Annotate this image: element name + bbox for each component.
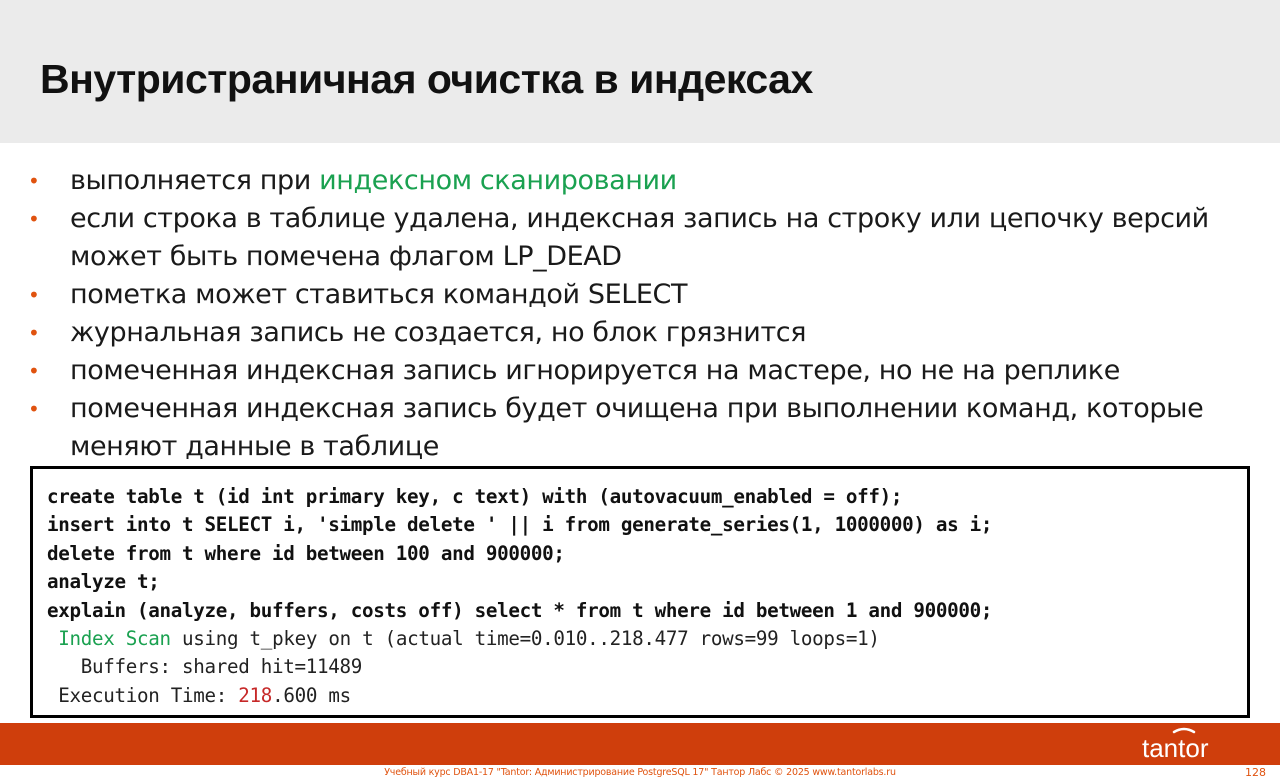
output-scan-line — [47, 627, 880, 650]
bullet-text: выполняется при — [70, 165, 320, 196]
bullet-item — [28, 200, 1268, 276]
bullet-item — [28, 162, 1268, 200]
page-number: 128 — [1245, 766, 1266, 779]
bullet-dot-icon: • — [28, 283, 40, 307]
code-command-line: insert into t SELECT i, 'simple delete ' || i from generate_series(1, 1000000) as i; — [47, 513, 993, 537]
code-content — [33, 469, 1247, 710]
bullet-item — [28, 314, 1268, 352]
bullet-dot-icon: • — [28, 321, 40, 345]
slide-title: Внутристраничная очистка в индексах — [40, 56, 813, 102]
footer-course-text: Учебный курс DBA1-17 "Tantor: Администрирование PostgreSQL 17" Тантор Лабс © 2025 www.tantorlabs.ru — [384, 767, 896, 778]
bullet-item — [28, 276, 1268, 314]
bullet-item — [28, 352, 1268, 390]
output-scan-details: using t_pkey on t (actual time=0.010..218.477 rows=99 loops=1) — [170, 627, 880, 651]
code-block — [30, 466, 1250, 718]
output-exec-rest: .600 ms — [272, 683, 351, 707]
bullet-text: журнальная запись не создается, но блок грязнится — [70, 317, 807, 348]
output-exec-highlight: 218 — [238, 683, 273, 707]
bullet-text: помеченная индексная запись игнорируется на мастере, но не на реплике — [70, 355, 1120, 386]
output-scan-node: Index Scan — [58, 627, 171, 651]
code-command-line: create table t (id int primary key, c text) with (autovacuum_enabled = off); — [47, 485, 903, 508]
brand-wordmark: tantor — [1142, 733, 1209, 763]
bullet-dot-icon: • — [28, 397, 40, 421]
bullet-dot-icon: • — [28, 169, 40, 193]
output-buffers-line: Buffers: shared hit=11489 — [47, 655, 363, 679]
bullet-item — [28, 390, 1268, 466]
output-exec-line — [47, 684, 351, 707]
bullet-text: пометка может ставиться командой SELECT — [70, 279, 688, 310]
code-command-line: analyze t; — [47, 570, 160, 594]
bullet-highlight: индексном сканировании — [319, 165, 677, 196]
bullet-dot-icon: • — [28, 207, 40, 231]
code-command-line: explain (analyze, buffers, costs off) select * from t where id between 1 and 900000; — [47, 598, 993, 622]
footer-band — [0, 723, 1280, 765]
bullet-text: помеченная индексная запись будет очищена при выполнении команд, которые меняют данные в таблице — [70, 393, 1204, 462]
tantor-logo — [1140, 726, 1230, 764]
output-exec-label: Execution Time: — [47, 683, 239, 707]
bullet-list — [28, 162, 1268, 466]
code-command-line: delete from t where id between 100 and 900000; — [47, 541, 565, 565]
bullet-dot-icon: • — [28, 359, 40, 383]
bullet-text: если строка в таблице удалена, индексная запись на строку или цепочку версий может быть помечена флагом LP_DEAD — [70, 203, 1209, 272]
